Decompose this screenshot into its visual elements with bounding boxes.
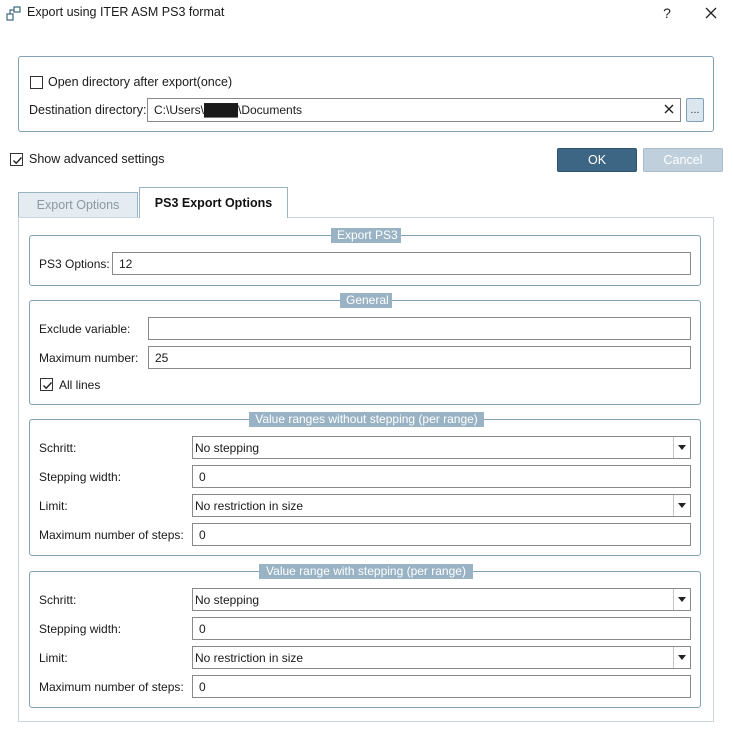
cancel-button[interactable]: Cancel xyxy=(643,148,723,172)
limit-value: No restriction in size xyxy=(195,651,304,665)
ps3-options-input[interactable] xyxy=(112,252,691,275)
maximum-number-input[interactable] xyxy=(148,346,691,369)
chevron-down-icon[interactable] xyxy=(673,647,690,668)
chevron-down-icon[interactable] xyxy=(673,589,690,610)
chevron-down-icon[interactable] xyxy=(673,495,690,516)
destination-directory-label: Destination directory: xyxy=(29,103,147,117)
stepping-width-value: 0 xyxy=(199,622,206,636)
checkmark-icon xyxy=(41,379,54,392)
ok-button[interactable]: OK xyxy=(557,148,637,172)
show-advanced-checkbox[interactable] xyxy=(10,153,23,166)
stepping-width-input[interactable] xyxy=(192,465,691,488)
limit-label: Limit: xyxy=(39,499,68,513)
export-ps3-title: Export PS3 xyxy=(331,228,401,243)
max-steps-label: Maximum number of steps: xyxy=(39,528,184,542)
ranges-with-stepping-title: Value range with stepping (per range) xyxy=(259,564,473,579)
help-button[interactable]: ? xyxy=(663,5,671,21)
schritt-label: Schritt: xyxy=(39,593,77,607)
tab-ps3-export-options[interactable]: PS3 Export Options xyxy=(139,187,288,218)
chevron-down-icon[interactable] xyxy=(673,437,690,458)
window-title: Export using ITER ASM PS3 format xyxy=(27,5,225,19)
limit-value: No restriction in size xyxy=(195,499,304,513)
schritt-value: No stepping xyxy=(195,441,260,455)
general-title: General xyxy=(340,293,392,308)
max-steps-input[interactable] xyxy=(192,675,691,698)
exclude-variable-input[interactable] xyxy=(148,317,691,340)
max-steps-value: 0 xyxy=(199,528,206,542)
limit-label: Limit: xyxy=(39,651,68,665)
browse-button[interactable]: ... xyxy=(686,98,704,122)
limit-select[interactable] xyxy=(192,646,691,669)
open-directory-label: Open directory after export(once) xyxy=(48,75,233,89)
open-directory-checkbox[interactable] xyxy=(30,76,43,89)
schritt-select[interactable] xyxy=(192,436,691,459)
maximum-number-label: Maximum number: xyxy=(39,351,139,365)
ranges-without-stepping-title: Value ranges without stepping (per range) xyxy=(249,412,484,427)
max-steps-input[interactable] xyxy=(192,523,691,546)
ps3-options-label: PS3 Options: xyxy=(39,257,110,271)
stepping-width-input[interactable] xyxy=(192,617,691,640)
schritt-value: No stepping xyxy=(195,593,260,607)
maximum-number-value: 25 xyxy=(155,351,169,365)
destination-directory-input[interactable] xyxy=(147,98,681,122)
limit-select[interactable] xyxy=(192,494,691,517)
close-icon[interactable] xyxy=(700,2,722,24)
ps3-options-value: 12 xyxy=(119,257,133,271)
export-app-icon xyxy=(6,5,22,21)
clear-x-icon[interactable] xyxy=(662,102,676,116)
schritt-select[interactable] xyxy=(192,588,691,611)
tab-export-options[interactable]: Export Options xyxy=(18,192,138,217)
destination-directory-value: C:\Users\████\Documents xyxy=(154,103,303,117)
all-lines-checkbox[interactable] xyxy=(40,378,53,391)
stepping-width-label: Stepping width: xyxy=(39,622,122,636)
max-steps-value: 0 xyxy=(199,680,206,694)
all-lines-label: All lines xyxy=(59,378,101,392)
checkmark-icon xyxy=(11,154,24,167)
max-steps-label: Maximum number of steps: xyxy=(39,680,184,694)
stepping-width-value: 0 xyxy=(199,470,206,484)
stepping-width-label: Stepping width: xyxy=(39,470,122,484)
show-advanced-label: Show advanced settings xyxy=(29,152,165,166)
exclude-variable-label: Exclude variable: xyxy=(39,322,131,336)
schritt-label: Schritt: xyxy=(39,441,77,455)
